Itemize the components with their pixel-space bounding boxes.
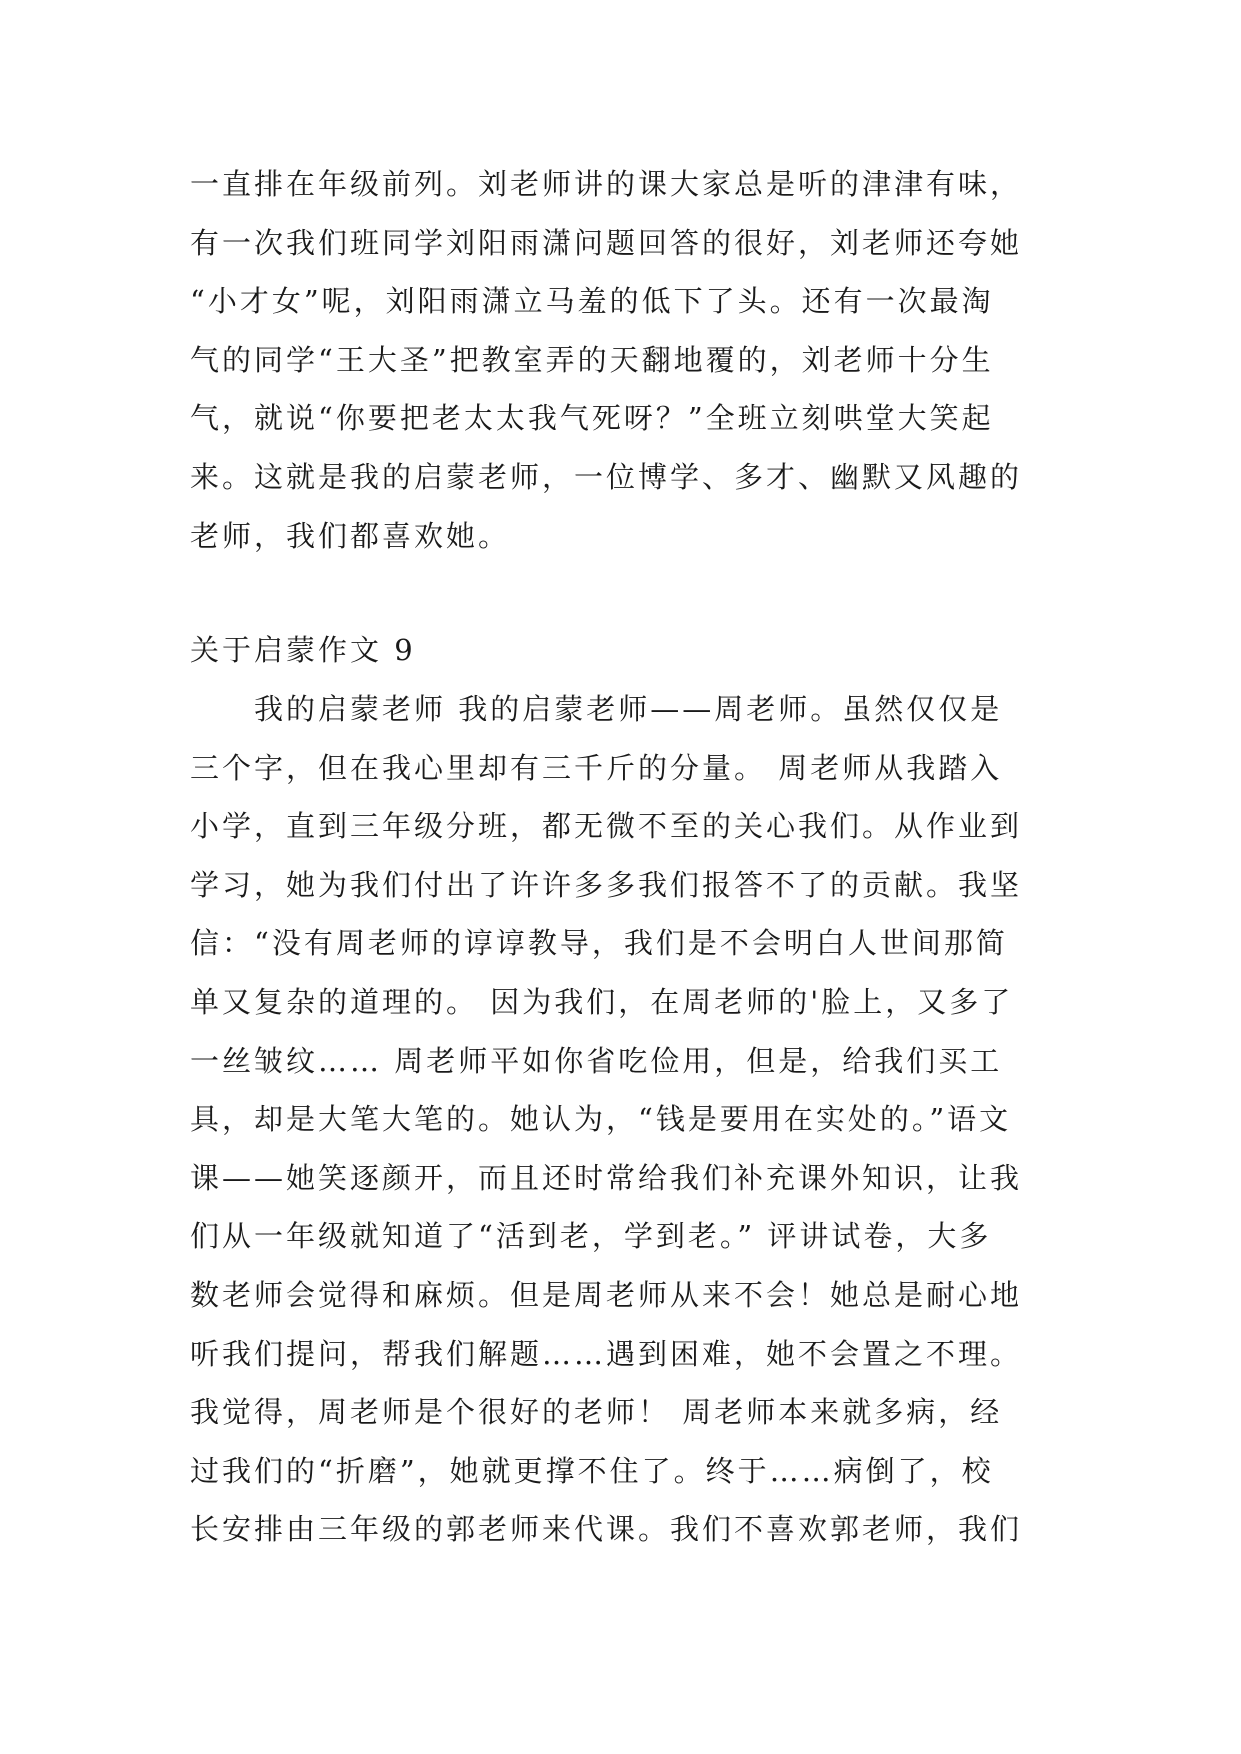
text-line: “小才女”呢，刘阳雨潇立马羞的低下了头。还有一次最淘 <box>190 284 994 319</box>
essay-body <box>190 680 1070 1559</box>
paragraph-continuation <box>190 155 1070 565</box>
text-line: 一直排在年级前列。刘老师讲的课大家总是听的津津有味， <box>190 167 1023 201</box>
text-line: 课——她笑逐颜开，而且还时常给我们补充课外知识，让我 <box>190 1160 1023 1195</box>
text-line: 长安排由三年级的郭老师来代课。我们不喜欢郭老师，我们 <box>190 1512 1023 1547</box>
text-line: 过我们的“折磨”，她就更撑不住了。终于……病倒了，校 <box>190 1453 994 1488</box>
section-heading: 关于启蒙作文 9 <box>190 633 416 667</box>
text-line: 具，却是大笔大笔的。她认为，“钱是要用在实处的。”语文 <box>190 1102 1012 1137</box>
text-line: 三个字，但在我心里却有三千斤的分量。 周老师从我踏入 <box>190 750 1003 785</box>
text-line: 们从一年级就知道了“活到老，学到老。” 评讲试卷，大多 <box>190 1219 992 1254</box>
text-line: 数老师会觉得和麻烦。但是周老师从来不会！她总是耐心地 <box>190 1277 1023 1312</box>
text-line: 气的同学“王大圣”把教室弄的天翻地覆的，刘老师十分生 <box>190 342 994 377</box>
text-line: 一丝皱纹…… 周老师平如你省吃俭用，但是，给我们买工 <box>190 1043 1003 1078</box>
text-line: 有一次我们班同学刘阳雨潇问题回答的很好，刘老师还夸她 <box>190 225 1023 260</box>
text-line: 单又复杂的道理的。 因为我们，在周老师的'脸上，又多了 <box>190 984 1014 1019</box>
text-line: 来。这就是我的启蒙老师，一位博学、多才、幽默又风趣的 <box>190 459 1023 494</box>
text-line: 我的启蒙老师 我的启蒙老师——周老师。虽然仅仅是 <box>190 692 1003 726</box>
text-line: 听我们提问，帮我们解题……遇到困难，她不会置之不理。 <box>190 1336 1023 1371</box>
text-line: 小学，直到三年级分班，都无微不至的关心我们。从作业到 <box>190 809 1023 844</box>
text-line: 学习，她为我们付出了许许多多我们报答不了的贡献。我坚 <box>190 867 1023 902</box>
text-line: 信：“没有周老师的谆谆教导，我们是不会明白人世间那简 <box>190 926 1008 961</box>
text-line: 老师，我们都喜欢她。 <box>190 518 511 553</box>
text-line: 我觉得，周老师是个很好的老师！ 周老师本来就多病，经 <box>190 1395 1003 1430</box>
text-line: 气，就说“你要把老太太我气死呀？”全班立刻哄堂大笑起 <box>190 401 994 436</box>
